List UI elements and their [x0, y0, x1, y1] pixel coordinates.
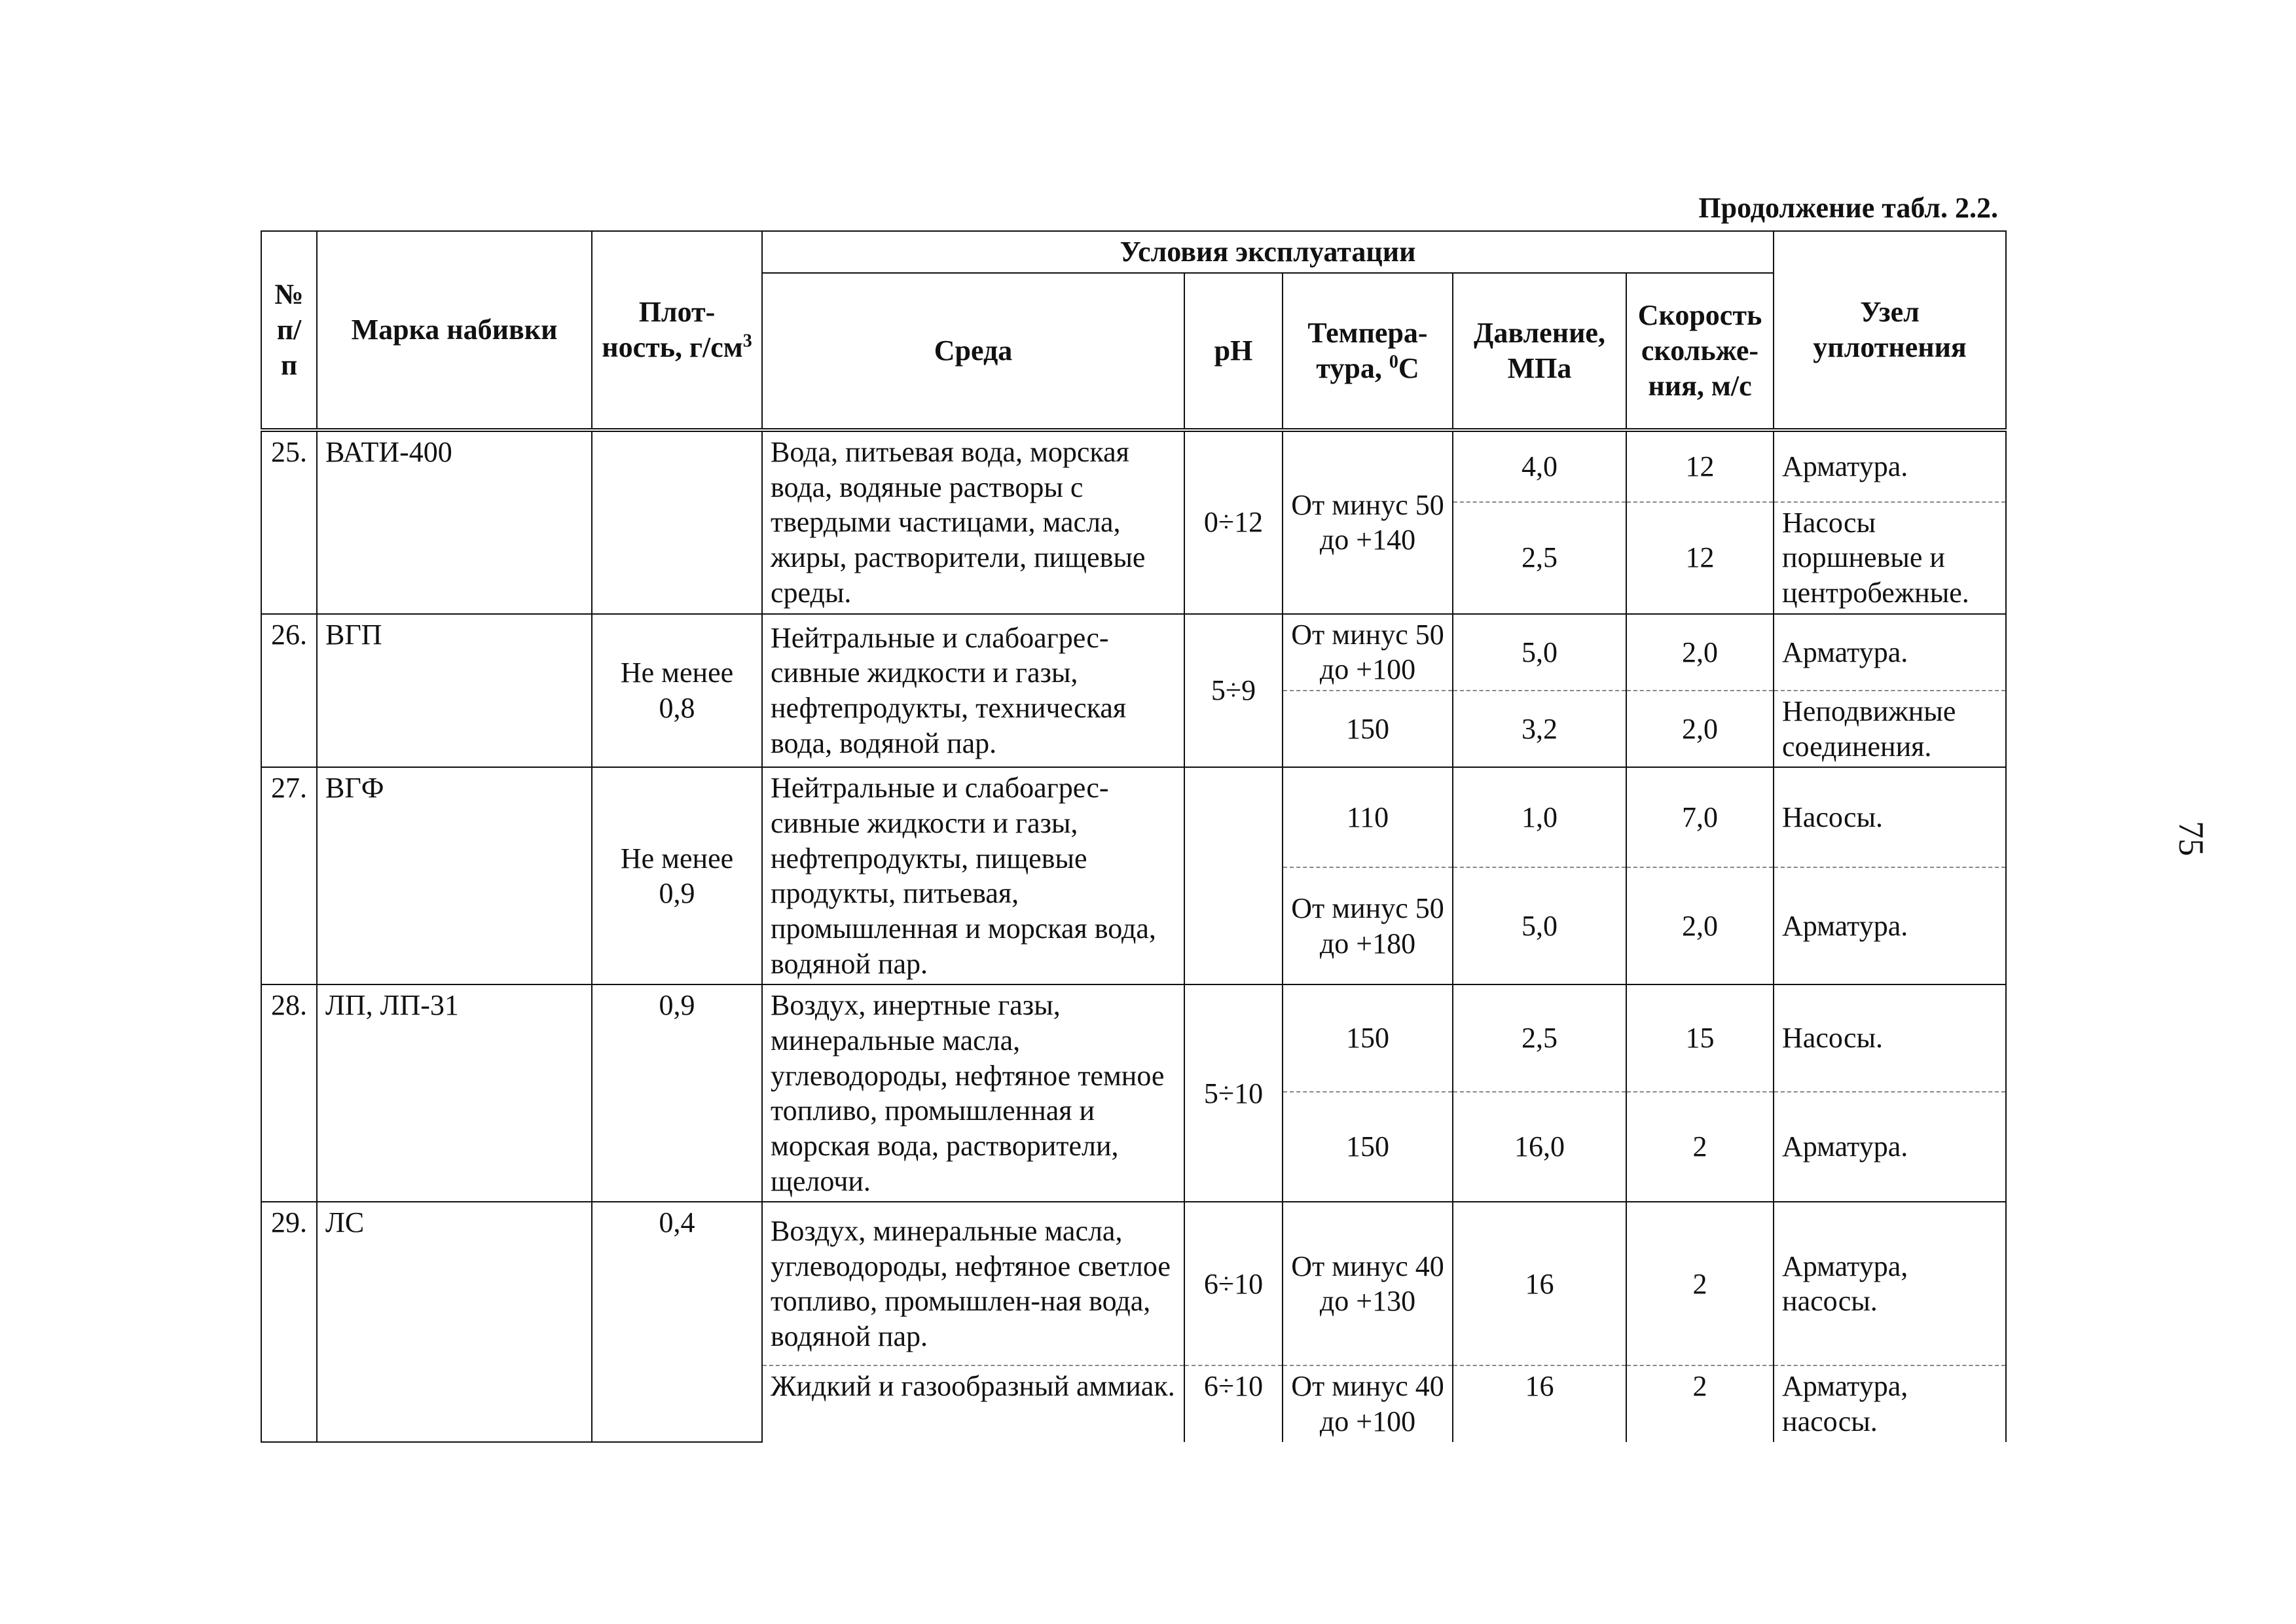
row-density: Не менее 0,9	[592, 767, 762, 984]
header-pressure: Давление, МПа	[1453, 273, 1626, 430]
row-ph: 0÷12	[1184, 430, 1283, 614]
row-medium: Вода, питьевая вода, морская вода, водяные растворы с твердыми частицами, масла, жиры, растворители, пищевые среды.	[762, 430, 1184, 614]
row-speed: 15	[1626, 984, 1774, 1091]
table-row	[261, 767, 2006, 867]
row-num: 28.	[261, 984, 317, 1202]
row-pressure: 2,5	[1453, 502, 1626, 614]
row-pressure: 3,2	[1453, 691, 1626, 767]
row-pressure: 1,0	[1453, 767, 1626, 867]
row-speed: 12	[1626, 430, 1774, 502]
header-temp: Темпера-тура, $^0$С	[1283, 273, 1453, 430]
row-temp: От минус 40 до +100	[1283, 1365, 1453, 1441]
table-row	[261, 614, 2006, 691]
row-medium: Жидкий и газообразный аммиак.	[762, 1365, 1184, 1441]
row-brand: ЛП, ЛП-31	[317, 984, 592, 1202]
row-pressure: 5,0	[1453, 614, 1626, 691]
header-density: Плот-ность, $г/см^3$	[592, 231, 762, 430]
row-node: Арматура, насосы.	[1774, 1365, 2006, 1441]
row-num: 29.	[261, 1202, 317, 1441]
row-temp: 150	[1283, 984, 1453, 1091]
row-medium: Воздух, минеральные масла, углеводороды, нефтяное светлое топливо, промышлен-ная вода, водяной пар.	[762, 1202, 1184, 1365]
row-brand: ВГП	[317, 614, 592, 768]
row-speed: 2	[1626, 1202, 1774, 1365]
page-number: 75	[2172, 821, 2211, 856]
row-speed: 2,0	[1626, 867, 1774, 984]
row-temp: 150	[1283, 691, 1453, 767]
row-medium: Нейтральные и слабоагрес-сивные жидкости и газы, нефтепродукты, пищевые продукты, питьевая, промышленная и морская вода, водяной пар.	[762, 767, 1184, 984]
row-ph: 6÷10	[1184, 1365, 1283, 1441]
header-conditions: Условия эксплуатации	[762, 231, 1774, 273]
row-node: Арматура.	[1774, 1092, 2006, 1202]
row-node: Арматура, насосы.	[1774, 1202, 2006, 1365]
row-density	[592, 430, 762, 614]
row-speed: 2	[1626, 1092, 1774, 1202]
row-temp: От минус 50 до +140	[1283, 430, 1453, 614]
row-pressure: 4,0	[1453, 430, 1626, 502]
row-node: Арматура.	[1774, 614, 2006, 691]
header-medium: Среда	[762, 273, 1184, 430]
row-pressure: 16	[1453, 1365, 1626, 1441]
row-density: 0,4	[592, 1202, 762, 1441]
row-temp: От минус 40 до +130	[1283, 1202, 1453, 1365]
row-speed: 2	[1626, 1365, 1774, 1441]
row-temp: От минус 50 до +100	[1283, 614, 1453, 691]
header-brand: Марка набивки	[317, 231, 592, 430]
row-temp: 110	[1283, 767, 1453, 867]
table-row	[261, 430, 2006, 502]
row-node: Насосы.	[1774, 984, 2006, 1091]
header-node: Узел уплотнения	[1774, 231, 2006, 430]
row-pressure: 2,5	[1453, 984, 1626, 1091]
row-medium: Воздух, инертные газы, минеральные масла, углеводороды, нефтяное темное топливо, промышленная и морская вода, растворители, щелочи.	[762, 984, 1184, 1202]
row-speed: 2,0	[1626, 614, 1774, 691]
row-ph: 6÷10	[1184, 1202, 1283, 1365]
row-ph: 5÷9	[1184, 614, 1283, 768]
row-node: Арматура.	[1774, 430, 2006, 502]
table-row	[261, 1202, 2006, 1365]
row-brand: ЛС	[317, 1202, 592, 1441]
row-num: 25.	[261, 430, 317, 614]
row-temp: 150	[1283, 1092, 1453, 1202]
row-speed: 2,0	[1626, 691, 1774, 767]
packing-table	[261, 230, 2007, 1443]
row-medium: Нейтральные и слабоагрес-сивные жидкости и газы, нефтепродукты, техническая вода, водяной пар.	[762, 614, 1184, 768]
row-pressure: 16,0	[1453, 1092, 1626, 1202]
row-temp: От минус 50 до +180	[1283, 867, 1453, 984]
table-caption: Продолжение табл. 2.2.	[1698, 192, 1998, 224]
row-node: Арматура.	[1774, 867, 2006, 984]
row-brand: ВАТИ-400	[317, 430, 592, 614]
row-brand: ВГФ	[317, 767, 592, 984]
row-speed: 7,0	[1626, 767, 1774, 867]
row-pressure: 16	[1453, 1202, 1626, 1365]
table-row	[261, 984, 2006, 1091]
row-num: 26.	[261, 614, 317, 768]
row-num: 27.	[261, 767, 317, 984]
row-speed: 12	[1626, 502, 1774, 614]
row-density: 0,9	[592, 984, 762, 1202]
header-num: № п/п	[261, 231, 317, 430]
row-ph	[1184, 767, 1283, 984]
row-pressure: 5,0	[1453, 867, 1626, 984]
row-node: Насосы поршневые и центробежные.	[1774, 502, 2006, 614]
header-speed: Скорость скольже-ния, м/с	[1626, 273, 1774, 430]
row-node: Насосы.	[1774, 767, 2006, 867]
row-ph: 5÷10	[1184, 984, 1283, 1202]
header-ph: pH	[1184, 273, 1283, 430]
row-node: Неподвижные соединения.	[1774, 691, 2006, 767]
row-density: Не менее 0,8	[592, 614, 762, 768]
